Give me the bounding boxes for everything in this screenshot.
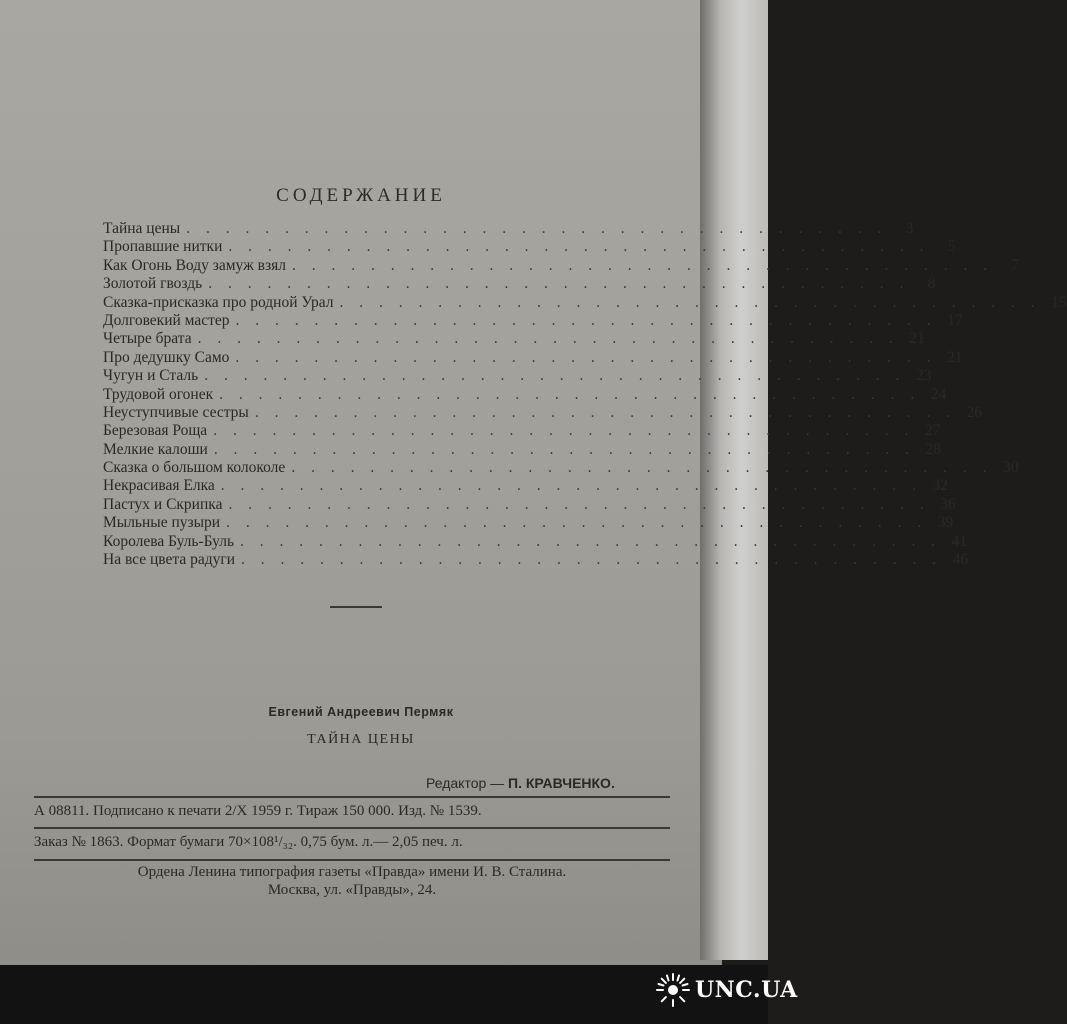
toc-leader-dots bbox=[235, 349, 936, 367]
toc-entry-page: 27 bbox=[924, 422, 941, 440]
toc-entry-title: Королева Буль-Буль bbox=[103, 532, 235, 550]
toc-entry bbox=[103, 220, 914, 238]
toc-leader-dots bbox=[198, 330, 899, 348]
toc-entry-page: 36 bbox=[940, 495, 956, 513]
rule-line bbox=[34, 859, 670, 861]
toc-entry-page: 46 bbox=[952, 551, 969, 569]
toc-entry bbox=[103, 238, 956, 256]
toc-entry bbox=[103, 348, 963, 367]
toc-entry bbox=[103, 440, 941, 459]
watermark bbox=[655, 968, 798, 1012]
toc-leader-dots bbox=[241, 551, 942, 569]
toc-entry-title: Долговекий мастер bbox=[103, 311, 230, 329]
toc-entry bbox=[103, 330, 925, 348]
rule-line bbox=[34, 827, 670, 829]
toc-leader-dots bbox=[228, 238, 929, 256]
toc-entry-page: 7 bbox=[1011, 256, 1020, 274]
toc-entry bbox=[103, 495, 956, 514]
toc-leader-dots bbox=[226, 514, 927, 532]
toc-entry bbox=[103, 551, 969, 569]
toc-entry-title: Пастух и Скрипка bbox=[103, 495, 223, 513]
imprint-line-1: А 08811. Подписано к печати 2/X 1959 г. Тираж 150 000. Изд. № 1539. bbox=[34, 803, 482, 819]
toc-leader-dots bbox=[186, 220, 887, 238]
toc-entry bbox=[103, 256, 1020, 275]
toc-entry-title: Сказка-присказка про родной Урал bbox=[103, 293, 334, 311]
toc-entry-page: 28 bbox=[925, 440, 941, 458]
rule-line bbox=[34, 796, 670, 798]
toc-leader-dots bbox=[291, 459, 992, 477]
toc-entry-title: Неуступчивые сестры bbox=[103, 403, 249, 421]
toc-entry bbox=[103, 459, 1019, 477]
toc-entry-title: Четыре брата bbox=[103, 330, 192, 348]
imprint-line-3: Ордена Ленина типография газеты «Правда» имени И. В. Сталина. bbox=[137, 864, 567, 880]
toc-leader-dots bbox=[219, 386, 920, 404]
toc-entry-page: 41 bbox=[951, 532, 968, 550]
toc-entry-title: На все цвета радуги bbox=[103, 551, 236, 569]
toc-leader-dots bbox=[208, 275, 909, 293]
toc-entry-page: 24 bbox=[930, 385, 947, 403]
toc-entry-page: 15 bbox=[1051, 293, 1067, 311]
toc-entry-title: Сказка о большом колоколе bbox=[103, 459, 286, 477]
toc-entry-title: Про дедушку Само bbox=[103, 348, 230, 366]
sun-icon bbox=[655, 972, 691, 1008]
editor-name: П. КРАВЧЕНКО. bbox=[508, 775, 615, 791]
toc-entry-title: Трудовой огонек bbox=[103, 385, 214, 403]
divider bbox=[330, 606, 382, 608]
toc-leader-dots bbox=[221, 477, 922, 495]
toc-leader-dots bbox=[213, 422, 914, 440]
toc-entry-title: Чугун и Сталь bbox=[103, 367, 199, 385]
toc-leader-dots bbox=[255, 404, 956, 422]
toc-heading: СОДЕРЖАНИЕ bbox=[276, 185, 446, 206]
toc-entry-title: Как Огонь Воду замуж взял bbox=[103, 256, 286, 274]
toc-entry-title: Мелкие калоши bbox=[103, 440, 208, 458]
toc-entry-page: 26 bbox=[966, 403, 982, 421]
author-name: Евгений Андреевич Пермяк bbox=[268, 705, 454, 719]
toc-entry-page: 30 bbox=[1002, 459, 1019, 477]
toc-leader-dots bbox=[204, 367, 905, 385]
toc-entry-title: Березовая Роща bbox=[103, 422, 208, 440]
toc-entry bbox=[103, 422, 941, 440]
imprint-line-2: Заказ № 1863. Формат бумаги 70×108¹/₃₂. 0,75 бум. л.— 2,05 печ. л. bbox=[34, 834, 463, 850]
toc-entry-page: 5 bbox=[947, 238, 956, 256]
book-title: ТАЙНА ЦЕНЫ bbox=[307, 732, 415, 747]
toc-entry-page: 21 bbox=[947, 348, 963, 366]
toc-entry-title: Мыльные пузыри bbox=[103, 514, 221, 532]
toc-entry bbox=[103, 514, 954, 532]
toc-leader-dots bbox=[228, 496, 929, 514]
toc-entry-page: 8 bbox=[927, 275, 936, 293]
toc-entry-page: 21 bbox=[909, 330, 925, 348]
toc-entry bbox=[103, 403, 982, 422]
toc-leader-dots bbox=[339, 294, 1040, 312]
toc-entry-page: 3 bbox=[905, 220, 914, 237]
toc-entry bbox=[103, 532, 968, 551]
toc-entry-title: Золотой гвоздь bbox=[103, 275, 203, 293]
toc-entry-page: 32 bbox=[932, 477, 948, 495]
toc-entry bbox=[103, 275, 936, 293]
toc-entry bbox=[103, 311, 963, 330]
toc-entry-title: Некрасивая Елка bbox=[103, 477, 215, 495]
toc-leader-dots bbox=[240, 533, 941, 551]
toc-entry bbox=[103, 385, 947, 404]
toc-entry-page: 39 bbox=[937, 514, 954, 532]
toc-entry bbox=[103, 477, 948, 495]
watermark-text: UNC.UA bbox=[695, 977, 798, 1003]
imprint-line-4: Москва, ул. «Правды», 24. bbox=[267, 882, 437, 898]
toc-leader-dots bbox=[214, 441, 915, 459]
toc-entry bbox=[103, 293, 1067, 312]
toc-entry-page: 17 bbox=[947, 311, 963, 329]
toc-entry-page: 23 bbox=[915, 367, 932, 385]
toc-entry-title: Тайна цены bbox=[103, 220, 181, 237]
toc-leader-dots bbox=[236, 312, 937, 330]
toc-entry-title: Пропавшие нитки bbox=[103, 238, 223, 256]
toc-leader-dots bbox=[292, 257, 993, 275]
toc-entry bbox=[103, 367, 932, 385]
background-shadow bbox=[0, 965, 768, 1024]
editor-credit bbox=[426, 775, 671, 791]
table-of-contents bbox=[103, 220, 1067, 569]
editor-label: Редактор — bbox=[426, 775, 505, 791]
